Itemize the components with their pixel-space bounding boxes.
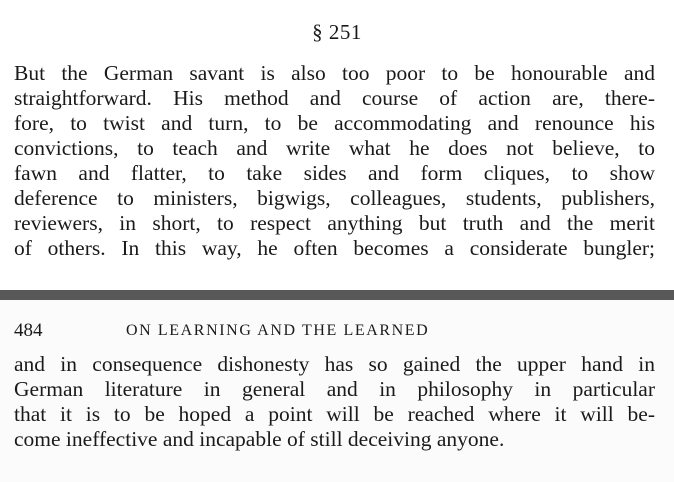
bottom-page-excerpt — [0, 300, 674, 482]
section-number: § 251 — [312, 20, 362, 44]
page-divider — [0, 290, 674, 300]
text-line: But the German savant is also too poor to be honourable and — [14, 61, 655, 85]
page-number: 484 — [14, 320, 43, 341]
text-line: and in consequence dishonesty has so gained the upper hand in — [14, 352, 655, 376]
text-line: of others. In this way, he often becomes a considerate bungler; — [14, 236, 655, 260]
text-line: reviewers, in short, to respect anything but truth and the merit — [14, 211, 655, 235]
running-title: ON LEARNING AND THE LEARNED — [126, 322, 430, 339]
text-line: fore, to twist and turn, to be accommodating and renounce his — [14, 111, 655, 135]
text-line: fawn and flatter, to take sides and form cliques, to show — [14, 161, 655, 185]
top-paragraph — [14, 61, 655, 261]
running-head — [14, 317, 655, 345]
text-line: come ineffective and incapable of still deceiving anyone. — [14, 427, 505, 451]
text-line: deference to ministers, bigwigs, colleagues, students, publishers, — [14, 186, 655, 210]
text-line: convictions, to teach and write what he does not believe, to — [14, 136, 655, 160]
text-line: German literature in general and in philosophy in particular — [14, 377, 655, 401]
text-line: that it is to be hoped a point will be reached where it will be- — [14, 402, 655, 426]
text-line: straightforward. His method and course of action are, there- — [14, 86, 655, 110]
bottom-paragraph — [14, 352, 655, 452]
